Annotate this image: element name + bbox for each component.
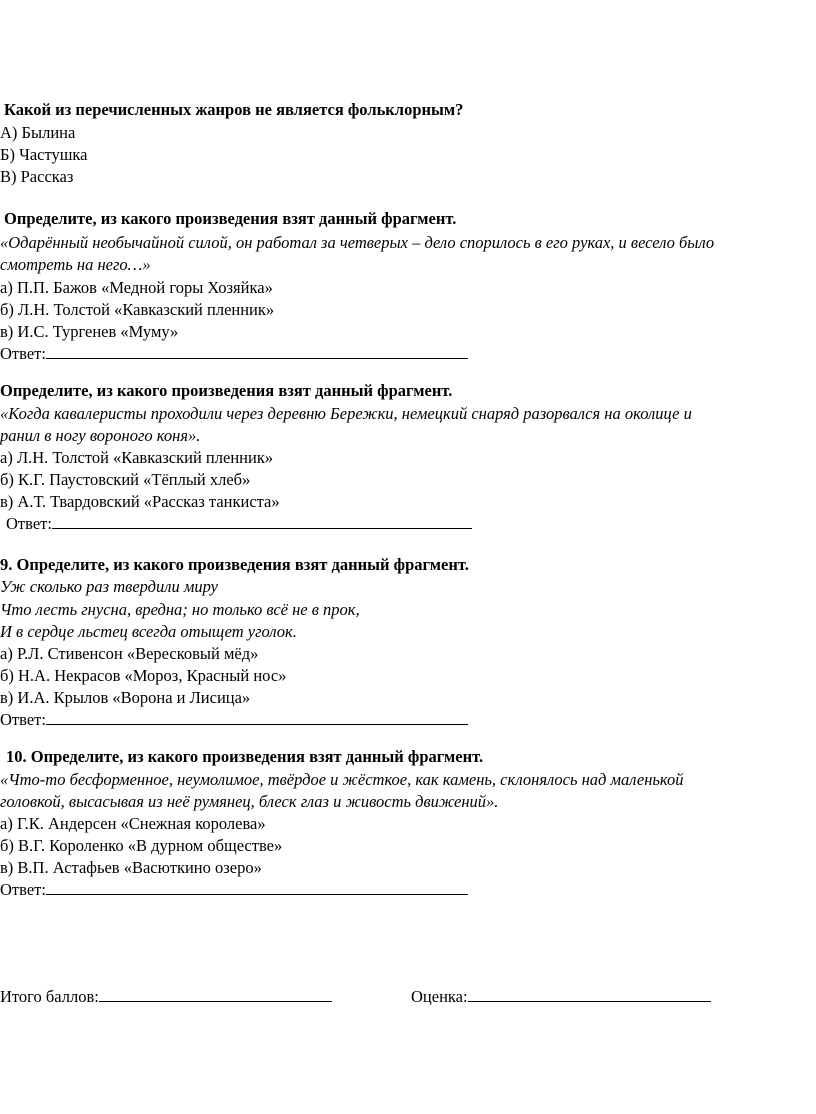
q1-option-c: В) Рассказ — [0, 167, 74, 186]
q1-title: Какой из перечисленных жанров не является фольклорным? — [4, 100, 464, 119]
q10-answer-blank[interactable] — [46, 879, 468, 895]
q3-fragment-line-1: «Когда кавалеристы проходили через деревню Бережки, немецкий снаряд разорвался на околице и — [0, 404, 692, 423]
q9-answer-blank[interactable] — [46, 709, 468, 725]
q2-option-c: в) И.С. Тургенев «Муму» — [0, 322, 179, 341]
total-score-label: Итого баллов: — [0, 987, 99, 1006]
q3-option-c: в) А.Т. Твардовский «Рассказ танкиста» — [0, 492, 280, 511]
grade-row — [411, 986, 711, 1008]
q3-option-b: б) К.Г. Паустовский «Тёплый хлеб» — [0, 470, 251, 489]
q1-option-a: А) Былина — [0, 123, 76, 142]
q10-fragment-line-2: головкой, высасывая из неё румянец, блеск глаз и живость движений». — [0, 792, 499, 811]
q2-fragment-line-2: смотреть на него…» — [0, 255, 151, 274]
q2-answer-label: Ответ: — [0, 344, 46, 363]
grade-label: Оценка: — [411, 987, 468, 1006]
q10-option-c: в) В.П. Астафьев «Васюткино озеро» — [0, 858, 262, 877]
q2-fragment-line-1: «Одарённый необычайной силой, он работал за четверых – дело спорилось в его руках, и весело было — [0, 233, 715, 252]
q3-fragment-line-2: ранил в ногу вороного коня». — [0, 426, 201, 445]
grade-blank[interactable] — [468, 986, 711, 1002]
q9-fragment-line-2: Что лесть гнусна, вредна; но только всё не в прок, — [0, 600, 360, 619]
q2-option-a: а) П.П. Бажов «Медной горы Хозяйка» — [0, 278, 273, 297]
q9-option-a: а) Р.Л. Стивенсон «Вересковый мёд» — [0, 644, 259, 663]
q10-answer-row — [0, 879, 468, 901]
q9-answer-label: Ответ: — [0, 710, 46, 729]
q9-answer-row — [0, 709, 468, 731]
q9-option-b: б) Н.А. Некрасов «Мороз, Красный нос» — [0, 666, 287, 685]
q10-option-b: б) В.Г. Короленко «В дурном обществе» — [0, 836, 283, 855]
q10-fragment-line-1: «Что-то бесформенное, неумолимое, твёрдое и жёсткое, как камень, склонялось над маленькой — [0, 770, 684, 789]
q10-option-a: а) Г.К. Андерсен «Снежная королева» — [0, 814, 266, 833]
q9-option-c: в) И.А. Крылов «Ворона и Лисица» — [0, 688, 251, 707]
q3-answer-blank[interactable] — [52, 513, 472, 529]
q3-option-a: а) Л.Н. Толстой «Кавказский пленник» — [0, 448, 274, 467]
q2-title: Определите, из какого произведения взят данный фрагмент. — [4, 209, 457, 228]
q9-fragment-line-1: Уж сколько раз твердили миру — [0, 577, 218, 596]
q1-option-b: Б) Частушка — [0, 145, 88, 164]
q9-title: 9. Определите, из какого произведения взят данный фрагмент. — [0, 555, 469, 574]
q3-answer-label: Ответ: — [6, 514, 52, 533]
q3-title: Определите, из какого произведения взят данный фрагмент. — [0, 381, 453, 400]
total-score-blank[interactable] — [99, 986, 332, 1002]
q2-answer-blank[interactable] — [46, 343, 468, 359]
q10-answer-label: Ответ: — [0, 880, 46, 899]
total-score-row — [0, 986, 332, 1008]
q2-option-b: б) Л.Н. Толстой «Кавказский пленник» — [0, 300, 275, 319]
q2-answer-row — [0, 343, 468, 365]
q3-answer-row — [6, 513, 472, 535]
q9-fragment-line-3: И в сердце льстец всегда отыщет уголок. — [0, 622, 297, 641]
q10-title: 10. Определите, из какого произведения взят данный фрагмент. — [6, 747, 484, 766]
